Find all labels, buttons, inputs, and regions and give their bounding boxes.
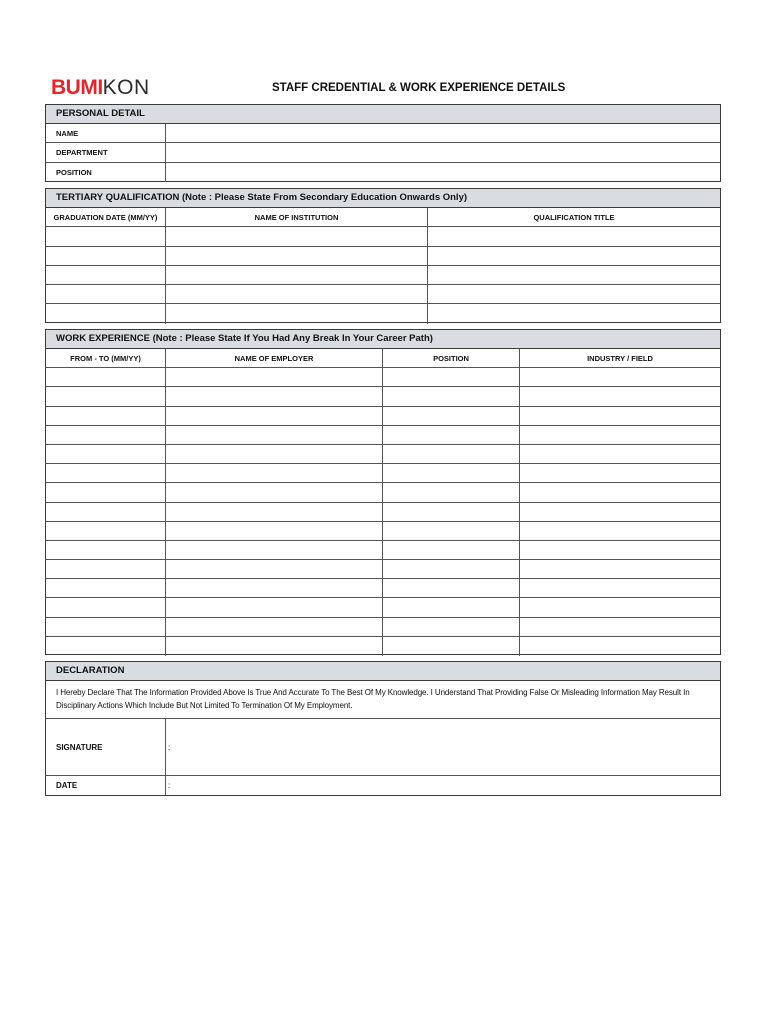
experience-cell[interactable] — [383, 560, 520, 578]
section-heading: PERSONAL DETAIL — [46, 105, 720, 124]
date-row — [46, 776, 720, 795]
position-label: POSITION — [46, 163, 166, 182]
signature-row — [46, 719, 720, 776]
qualification-cell[interactable] — [428, 227, 720, 245]
qualification-cell[interactable] — [166, 285, 428, 303]
table-row — [46, 266, 720, 285]
column-header: POSITION — [383, 349, 520, 367]
table-row — [46, 503, 720, 522]
table-row — [46, 407, 720, 426]
experience-cell[interactable] — [383, 387, 520, 405]
experience-cell[interactable] — [520, 598, 720, 616]
table-row — [46, 445, 720, 464]
position-row — [46, 163, 720, 182]
table-row — [46, 618, 720, 637]
experience-cell[interactable] — [166, 522, 383, 540]
department-row — [46, 143, 720, 162]
table-header-row — [46, 208, 720, 227]
table-row — [46, 387, 720, 406]
qualification-cell[interactable] — [46, 266, 166, 284]
experience-cell[interactable] — [520, 503, 720, 521]
experience-cell[interactable] — [520, 464, 720, 482]
experience-cell[interactable] — [383, 503, 520, 521]
form-header — [0, 0, 768, 104]
experience-cell[interactable] — [166, 483, 383, 501]
declaration-section — [45, 661, 721, 796]
experience-cell[interactable] — [520, 579, 720, 597]
experience-cell[interactable] — [383, 522, 520, 540]
date-label: DATE — [46, 776, 166, 795]
table-row — [46, 304, 720, 323]
section-heading: TERTIARY QUALIFICATION (Note : Please State From Secondary Education Onwards Only) — [46, 189, 720, 208]
company-logo: BUMIKON — [51, 76, 150, 99]
experience-cell[interactable] — [520, 407, 720, 425]
personal-detail-section — [45, 104, 721, 182]
experience-cell[interactable] — [46, 426, 166, 444]
table-row — [46, 368, 720, 387]
table-header-row — [46, 349, 720, 368]
experience-cell[interactable] — [520, 387, 720, 405]
column-header: FROM - TO (MM/YY) — [46, 349, 166, 367]
table-row — [46, 637, 720, 656]
qualification-cell[interactable] — [46, 285, 166, 303]
qualification-cell[interactable] — [166, 247, 428, 265]
experience-cell[interactable] — [520, 445, 720, 463]
experience-cell[interactable] — [46, 387, 166, 405]
department-field[interactable] — [166, 143, 720, 161]
experience-cell[interactable] — [383, 407, 520, 425]
experience-cell[interactable] — [166, 426, 383, 444]
experience-cell[interactable] — [46, 503, 166, 521]
experience-cell[interactable] — [46, 618, 166, 636]
experience-cell[interactable] — [46, 445, 166, 463]
table-row — [46, 598, 720, 617]
experience-cell[interactable] — [383, 579, 520, 597]
qualification-cell[interactable] — [46, 304, 166, 323]
experience-cell[interactable] — [166, 464, 383, 482]
table-row — [46, 522, 720, 541]
name-field[interactable] — [166, 124, 720, 142]
experience-cell[interactable] — [383, 426, 520, 444]
experience-cell[interactable] — [166, 560, 383, 578]
qualification-cell[interactable] — [46, 227, 166, 245]
experience-cell[interactable] — [166, 445, 383, 463]
section-heading: WORK EXPERIENCE (Note : Please State If You Had Any Break In Your Career Path) — [46, 330, 720, 349]
experience-cell[interactable] — [46, 598, 166, 616]
experience-cell[interactable] — [166, 387, 383, 405]
table-row — [46, 541, 720, 560]
experience-cell[interactable] — [166, 368, 383, 386]
table-row — [46, 464, 720, 483]
column-header: QUALIFICATION TITLE — [533, 212, 615, 222]
qualification-cell[interactable] — [428, 304, 720, 323]
experience-cell[interactable] — [166, 598, 383, 616]
experience-cell[interactable] — [520, 560, 720, 578]
department-label: DEPARTMENT — [46, 143, 166, 161]
work-experience-section — [45, 329, 721, 655]
section-heading: DECLARATION — [46, 662, 720, 681]
date-field[interactable]: : — [168, 781, 171, 790]
experience-cell[interactable] — [383, 618, 520, 636]
experience-cell[interactable] — [46, 368, 166, 386]
column-header: NAME OF EMPLOYER — [166, 349, 383, 367]
experience-cell[interactable] — [383, 464, 520, 482]
qualification-cell[interactable] — [166, 227, 428, 245]
qualification-cell[interactable] — [428, 285, 720, 303]
experience-cell[interactable] — [383, 637, 520, 656]
table-row — [46, 483, 720, 502]
signature-field[interactable]: : — [168, 742, 171, 752]
column-header: GRADUATION DATE (MM/YY) — [46, 208, 166, 226]
experience-cell[interactable] — [46, 579, 166, 597]
experience-cell[interactable] — [520, 368, 720, 386]
experience-cell[interactable] — [520, 426, 720, 444]
experience-cell[interactable] — [166, 618, 383, 636]
experience-cell[interactable] — [166, 407, 383, 425]
experience-cell[interactable] — [46, 407, 166, 425]
table-row — [46, 579, 720, 598]
name-label: NAME — [46, 124, 166, 142]
table-row — [46, 426, 720, 445]
tertiary-qualification-section — [45, 188, 721, 323]
experience-cell[interactable] — [383, 483, 520, 501]
qualification-cell[interactable] — [46, 247, 166, 265]
experience-cell[interactable] — [520, 522, 720, 540]
table-row — [46, 285, 720, 304]
column-header: INDUSTRY / FIELD — [587, 353, 653, 363]
position-field[interactable] — [166, 163, 720, 182]
qualification-cell[interactable] — [428, 266, 720, 284]
experience-cell[interactable] — [166, 579, 383, 597]
experience-cell[interactable] — [46, 464, 166, 482]
experience-cell[interactable] — [520, 618, 720, 636]
table-row — [46, 560, 720, 579]
experience-cell[interactable] — [46, 483, 166, 501]
page-title: STAFF CREDENTIAL & WORK EXPERIENCE DETAILS — [272, 82, 566, 94]
experience-cell[interactable] — [520, 637, 720, 656]
experience-cell[interactable] — [46, 541, 166, 559]
experience-cell[interactable] — [46, 560, 166, 578]
experience-cell[interactable] — [383, 541, 520, 559]
experience-cell[interactable] — [520, 483, 720, 501]
name-row — [46, 124, 720, 143]
experience-cell[interactable] — [383, 445, 520, 463]
experience-cell[interactable] — [383, 368, 520, 386]
signature-label: SIGNATURE — [46, 719, 166, 775]
qualification-cell[interactable] — [428, 247, 720, 265]
qualification-cell[interactable] — [166, 304, 428, 323]
column-header: NAME OF INSTITUTION — [166, 208, 428, 226]
experience-cell[interactable] — [166, 637, 383, 656]
experience-cell[interactable] — [520, 541, 720, 559]
table-row — [46, 227, 720, 246]
experience-cell[interactable] — [166, 503, 383, 521]
experience-cell[interactable] — [46, 637, 166, 656]
qualification-cell[interactable] — [166, 266, 428, 284]
experience-cell[interactable] — [166, 541, 383, 559]
experience-cell[interactable] — [383, 598, 520, 616]
experience-cell[interactable] — [46, 522, 166, 540]
table-row — [46, 247, 720, 266]
declaration-text: I Hereby Declare That The Information Provided Above Is True And Accurate To The Best Of My Knowledge. I Understand That Providing False Or Misleading Information May Result In Disciplinary Actions Which Include But Not Limited To Termination Of My Employment. — [46, 681, 720, 719]
